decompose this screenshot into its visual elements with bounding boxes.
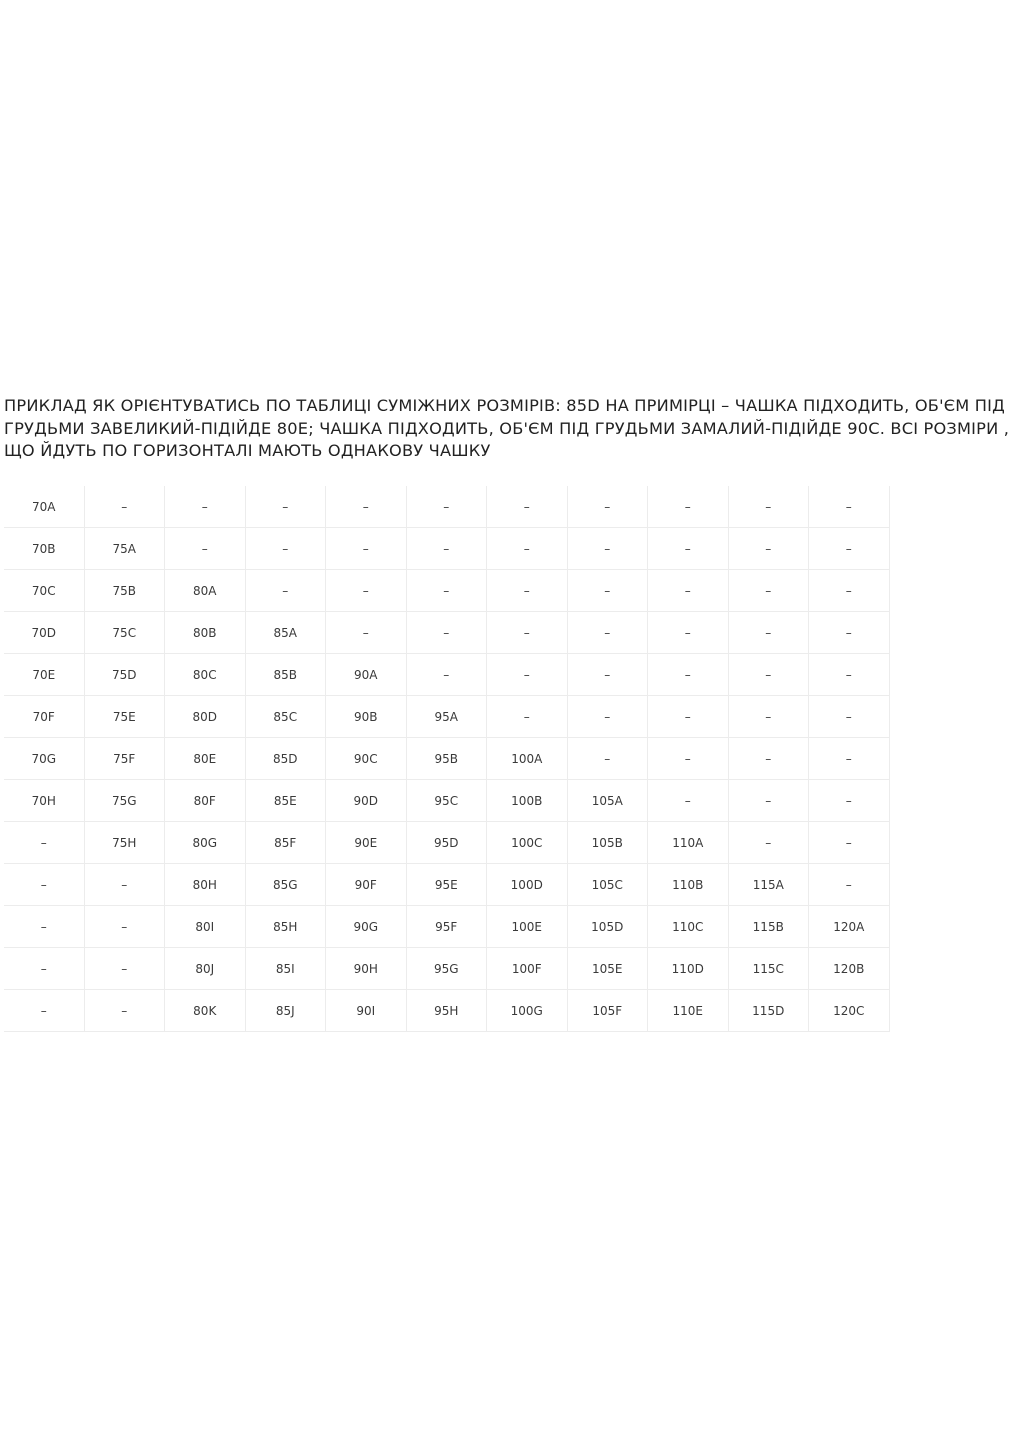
size-cell: –	[406, 570, 487, 612]
size-cell: 85E	[245, 780, 326, 822]
size-cell: 95G	[406, 948, 487, 990]
size-cell: 90I	[326, 990, 407, 1032]
size-cell: 105B	[567, 822, 648, 864]
size-cell: 75F	[84, 738, 165, 780]
size-cell: 75B	[84, 570, 165, 612]
size-cell: –	[809, 654, 890, 696]
size-cell: –	[406, 612, 487, 654]
size-cell: 90C	[326, 738, 407, 780]
size-cell: –	[648, 654, 729, 696]
size-cell: 85B	[245, 654, 326, 696]
size-cell: –	[648, 738, 729, 780]
size-cell: 90E	[326, 822, 407, 864]
size-cell: –	[406, 486, 487, 528]
size-cell: 100E	[487, 906, 568, 948]
size-cell: 105F	[567, 990, 648, 1032]
size-cell: –	[728, 612, 809, 654]
size-cell: 105A	[567, 780, 648, 822]
size-cell: –	[809, 528, 890, 570]
size-cell: 100G	[487, 990, 568, 1032]
size-cell: 80C	[165, 654, 246, 696]
size-cell: –	[487, 612, 568, 654]
size-cell: –	[648, 528, 729, 570]
size-cell: –	[809, 570, 890, 612]
size-cell: 115A	[728, 864, 809, 906]
size-cell: 115C	[728, 948, 809, 990]
size-cell: –	[728, 528, 809, 570]
size-cell: 75D	[84, 654, 165, 696]
size-cell: –	[809, 696, 890, 738]
size-cell: –	[84, 486, 165, 528]
size-cell: 110D	[648, 948, 729, 990]
size-cell: 80E	[165, 738, 246, 780]
size-cell: –	[245, 528, 326, 570]
size-cell: 80H	[165, 864, 246, 906]
size-cell: –	[245, 570, 326, 612]
table-row	[4, 612, 889, 654]
size-cell: –	[4, 822, 84, 864]
size-cell: –	[648, 570, 729, 612]
size-cell: 120A	[809, 906, 890, 948]
table-row	[4, 486, 889, 528]
size-cell: –	[809, 612, 890, 654]
size-cell: 75A	[84, 528, 165, 570]
size-cell: –	[326, 612, 407, 654]
table-row	[4, 864, 889, 906]
size-cell: 70E	[4, 654, 84, 696]
size-cell: –	[809, 738, 890, 780]
size-cell: 70A	[4, 486, 84, 528]
size-cell: 95C	[406, 780, 487, 822]
table-row	[4, 654, 889, 696]
size-cell: –	[4, 864, 84, 906]
size-cell: 80J	[165, 948, 246, 990]
size-cell: 100C	[487, 822, 568, 864]
size-cell: 100B	[487, 780, 568, 822]
size-cell: 85F	[245, 822, 326, 864]
size-cell: 105E	[567, 948, 648, 990]
size-cell: 85D	[245, 738, 326, 780]
size-cell: 80F	[165, 780, 246, 822]
size-cell: 70F	[4, 696, 84, 738]
size-cell: –	[487, 486, 568, 528]
size-guide-intro-text: ПРИКЛАД ЯК ОРІЄНТУВАТИСЬ ПО ТАБЛИЦІ СУМІЖНИХ РОЗМІРІВ: 85D НА ПРИМІРЦІ – ЧАШКА ПІДХОДИТЬ, ОБ'ЄМ ПІД ГРУДЬМИ ЗАВЕЛИКИЙ-ПІДІЙДЕ 80E; ЧАШКА ПІДХОДИТЬ, ОБ'ЄМ ПІД ГРУДЬМИ ЗАМАЛИЙ-ПІДІЙДЕ 90C. ВСІ РОЗМІРИ , ЩО ЙДУТЬ ПО ГОРИЗОНТАЛІ МАЮТЬ ОДНАКОВУ ЧАШКУ	[4, 396, 1010, 460]
size-cell: –	[728, 696, 809, 738]
size-cell: –	[567, 612, 648, 654]
size-cell: –	[728, 654, 809, 696]
size-cell: –	[487, 528, 568, 570]
size-cell: –	[165, 486, 246, 528]
size-cell: –	[326, 486, 407, 528]
size-cell: –	[4, 948, 84, 990]
size-cell: –	[567, 654, 648, 696]
size-cell: 95B	[406, 738, 487, 780]
table-row	[4, 528, 889, 570]
size-cell: –	[728, 738, 809, 780]
size-cell: –	[4, 990, 84, 1032]
size-cell: –	[84, 990, 165, 1032]
size-cell: 75H	[84, 822, 165, 864]
size-cell: 80D	[165, 696, 246, 738]
size-cell: –	[487, 696, 568, 738]
size-cell: 120B	[809, 948, 890, 990]
size-cell: –	[567, 486, 648, 528]
table-row	[4, 696, 889, 738]
size-cell: –	[326, 528, 407, 570]
size-cell: 85J	[245, 990, 326, 1032]
size-cell: 85H	[245, 906, 326, 948]
table-row	[4, 570, 889, 612]
table-row	[4, 822, 889, 864]
size-cell: –	[809, 822, 890, 864]
size-cell: 75G	[84, 780, 165, 822]
size-cell: 85C	[245, 696, 326, 738]
size-cell: 120C	[809, 990, 890, 1032]
table-row	[4, 906, 889, 948]
size-cell: 95F	[406, 906, 487, 948]
size-cell: –	[809, 486, 890, 528]
table-row	[4, 990, 889, 1032]
size-cell: 70H	[4, 780, 84, 822]
size-cell: 105C	[567, 864, 648, 906]
size-cell: 95A	[406, 696, 487, 738]
size-cell: –	[4, 906, 84, 948]
table-row	[4, 738, 889, 780]
size-cell: 80G	[165, 822, 246, 864]
size-cell: 105D	[567, 906, 648, 948]
size-cell: 80K	[165, 990, 246, 1032]
size-cell: 90A	[326, 654, 407, 696]
size-cell: –	[728, 570, 809, 612]
size-cell: –	[648, 780, 729, 822]
size-cell: 75C	[84, 612, 165, 654]
size-cell: 115D	[728, 990, 809, 1032]
size-cell: –	[809, 780, 890, 822]
size-cell: 90G	[326, 906, 407, 948]
size-cell: –	[648, 696, 729, 738]
size-cell: 100D	[487, 864, 568, 906]
size-cell: –	[245, 486, 326, 528]
size-cell: 90D	[326, 780, 407, 822]
size-cell: 110C	[648, 906, 729, 948]
size-cell: –	[648, 612, 729, 654]
size-cell: 90B	[326, 696, 407, 738]
size-cell: 70D	[4, 612, 84, 654]
size-cell: 95E	[406, 864, 487, 906]
table-row	[4, 780, 889, 822]
size-cell: 90H	[326, 948, 407, 990]
size-cell: 80I	[165, 906, 246, 948]
adjacent-sizes-table	[4, 486, 890, 1032]
size-cell: 70C	[4, 570, 84, 612]
size-cell: –	[165, 528, 246, 570]
size-cell: 85G	[245, 864, 326, 906]
size-cell: –	[728, 486, 809, 528]
size-cell: –	[567, 528, 648, 570]
size-cell: –	[567, 696, 648, 738]
size-cell: –	[809, 864, 890, 906]
size-cell: –	[567, 738, 648, 780]
size-cell: 110A	[648, 822, 729, 864]
size-cell: 80B	[165, 612, 246, 654]
size-cell: 95H	[406, 990, 487, 1032]
size-cell: 100F	[487, 948, 568, 990]
size-cell: –	[728, 822, 809, 864]
size-cell: 75E	[84, 696, 165, 738]
size-cell: –	[84, 948, 165, 990]
size-cell: –	[406, 654, 487, 696]
size-cell: –	[84, 864, 165, 906]
size-cell: 85I	[245, 948, 326, 990]
size-cell: 115B	[728, 906, 809, 948]
size-cell: 80A	[165, 570, 246, 612]
size-cell: –	[406, 528, 487, 570]
size-cell: –	[648, 486, 729, 528]
size-cell: 110B	[648, 864, 729, 906]
size-cell: 70G	[4, 738, 84, 780]
size-cell: 90F	[326, 864, 407, 906]
size-cell: –	[326, 570, 407, 612]
size-cell: 95D	[406, 822, 487, 864]
size-cell: –	[567, 570, 648, 612]
size-cell: –	[728, 780, 809, 822]
size-cell: 100A	[487, 738, 568, 780]
table-row	[4, 948, 889, 990]
size-cell: 70B	[4, 528, 84, 570]
size-cell: –	[487, 570, 568, 612]
size-cell: 85A	[245, 612, 326, 654]
size-cell: –	[84, 906, 165, 948]
size-cell: 110E	[648, 990, 729, 1032]
size-table-body	[4, 486, 889, 1032]
size-cell: –	[487, 654, 568, 696]
